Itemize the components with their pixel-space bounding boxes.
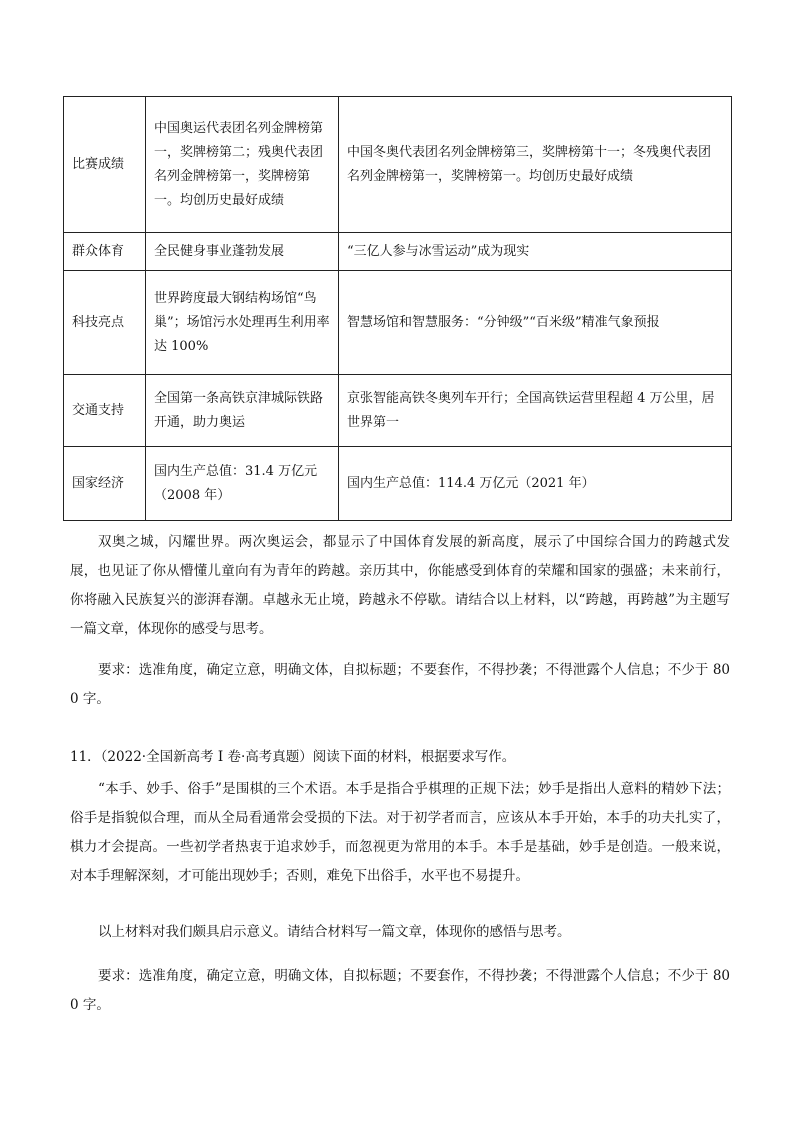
- question-header: 11．（2022·全国新高考 I 卷·高考真题）阅读下面的材料，根据要求写作。: [70, 749, 516, 765]
- cell-2008: 全民健身事业蓬勃发展: [146, 233, 339, 271]
- cell-2008: 国内生产总值：31.4 万亿元（2008 年）: [146, 447, 339, 521]
- row-label: 国家经济: [64, 447, 146, 521]
- row-label: 群众体育: [64, 233, 146, 271]
- cell-2008: 世界跨度最大钢结构场馆“鸟巢”；场馆污水处理再生利用率达 100%: [146, 271, 339, 375]
- requirement-paragraph: 要求：选准角度，确定立意，明确文体，自拟标题；不要套作，不得抄袭；不得泄露个人信息；不少于 800 字。: [70, 662, 730, 707]
- prompt-paragraph: 以上材料对我们颇具启示意义。请结合材料写一篇文章，体现你的感悟与思考。: [98, 924, 571, 940]
- cell-2022: 京张智能高铁冬奥列车开行；全国高铁运营里程超 4 万公里，居世界第一: [339, 375, 732, 447]
- table-row: [64, 97, 732, 233]
- row-label: 科技亮点: [64, 271, 146, 375]
- cell-2008: 中国奥运代表团名列金牌榜第一，奖牌榜第二；残奥代表团名列金牌榜第一，奖牌榜第一。均创历史最好成绩: [146, 97, 339, 233]
- comparison-table: [63, 96, 732, 521]
- passage-paragraph: 双奥之城，闪耀世界。两次奥运会，都显示了中国体育发展的新高度，展示了中国综合国力的跨越式发展，也见证了你从懵懂儿童向有为青年的跨越。亲历其中，你能感受到体育的荣耀和国家的强盛；未来前行，你将融入民族复兴的澎湃春潮。卓越永无止境，跨越永不停歇。请结合以上材料，以“跨越，再跨越”为主题写一篇文章，体现你的感受与思考。: [70, 534, 730, 637]
- row-label: 比赛成绩: [64, 97, 146, 233]
- table-row: [64, 233, 732, 271]
- material-paragraph: “本手、妙手、俗手”是围棋的三个术语。本手是指合乎棋理的正规下法；妙手是指出人意料的精妙下法；俗手是指貌似合理，而从全局看通常会受损的下法。对于初学者而言，应该从本手开始，本手的功夫扎实了，棋力才会提高。一些初学者热衷于追求妙手，而忽视更为常用的本手。本手是基础，妙手是创造。一般来说，对本手理解深刻，才可能出现妙手；否则，难免下出俗手，水平也不易提升。: [70, 781, 730, 884]
- cell-2008: 全国第一条高铁京津城际铁路开通，助力奥运: [146, 375, 339, 447]
- cell-2022: 中国冬奥代表团名列金牌榜第三，奖牌榜第十一；冬残奥代表团名列金牌榜第一，奖牌榜第一。均创历史最好成绩: [339, 97, 732, 233]
- table-row: [64, 271, 732, 375]
- table-row: [64, 447, 732, 521]
- table-row: [64, 375, 732, 447]
- row-label: 交通支持: [64, 375, 146, 447]
- requirement-paragraph: 要求：选准角度，确定立意，明确文体，自拟标题；不要套作，不得抄袭；不得泄露个人信息；不少于 800 字。: [70, 968, 730, 1013]
- cell-2022: 智慧场馆和智慧服务：“分钟级”“百米级”精准气象预报: [339, 271, 732, 375]
- cell-2022: 国内生产总值：114.4 万亿元（2021 年）: [339, 447, 732, 521]
- cell-2022: “三亿人参与冰雪运动”成为现实: [339, 233, 732, 271]
